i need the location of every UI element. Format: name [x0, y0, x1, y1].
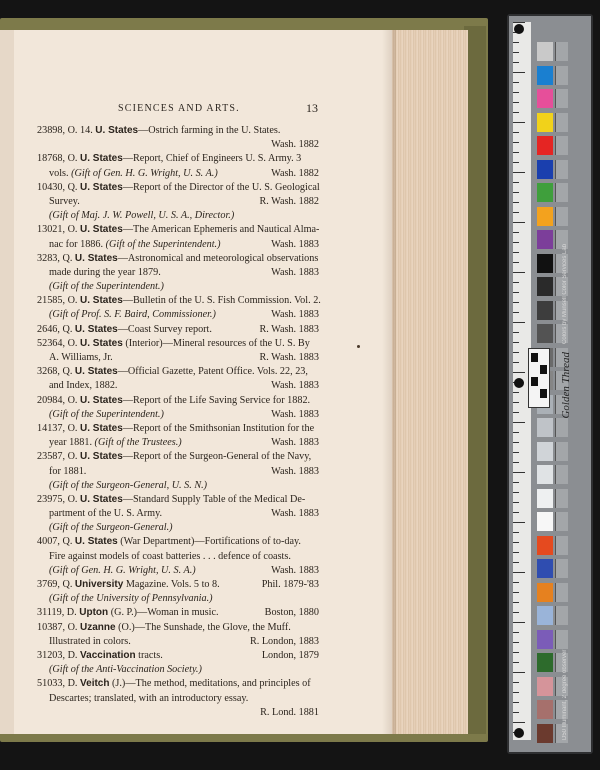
catalog-line: [37, 635, 319, 649]
ruler-tick: [513, 142, 519, 143]
catalog-line: [37, 535, 319, 549]
imprint: R. Wash. 1882: [259, 195, 319, 207]
ruler-tick: [513, 622, 525, 623]
color-patch: [537, 489, 553, 508]
ruler-tick: [513, 712, 519, 713]
entry-heading: U. States: [80, 337, 123, 349]
ruler-tick: [513, 82, 519, 83]
catalog-line: [37, 181, 319, 195]
entry-text: —Bulletin of the U. S. Fish Commission. Vol. 2.: [122, 295, 321, 307]
ruler-tick: [513, 22, 525, 23]
color-patch: [537, 207, 553, 226]
imprint: R. London, 1883: [249, 635, 319, 647]
entry-text: Descartes; translated, with an introductory essay.: [49, 692, 249, 704]
catalog-line: [37, 223, 319, 237]
catalog-line: [37, 578, 319, 592]
ruler-tick: [513, 472, 525, 473]
card-hole-bottom: [514, 728, 524, 738]
entry-text: —Standard Supply Table of the Medical De-: [122, 493, 306, 505]
imprint: Wash. 1883: [271, 508, 319, 520]
ruler-tick: [513, 202, 519, 203]
entry-heading: U. States: [74, 252, 118, 264]
entry-text: 14137, O.: [37, 422, 81, 434]
gift-note: (Gift of the Superintendent.): [49, 408, 164, 420]
entry-heading: Veitch: [80, 678, 110, 690]
entry-heading: U. States: [80, 295, 123, 307]
gift-note: (Gift of the Surgeon-General, U. S. N.): [49, 479, 208, 491]
entry-heading: U. States: [74, 536, 118, 548]
catalog-line: [37, 266, 319, 280]
imprint: Wash. 1883: [271, 266, 319, 278]
ruler-tick: [513, 102, 519, 103]
catalog-line: [37, 507, 319, 521]
ruler-tick: [513, 342, 519, 343]
entry-text: vols.: [49, 167, 72, 179]
catalog-line: [37, 394, 319, 408]
catalog-line: [37, 677, 319, 691]
imprint: Phil. 1879-'83: [261, 579, 319, 590]
catalog-line: [37, 479, 319, 493]
color-patch: [537, 465, 553, 484]
entry-text: and Index, 1882.: [49, 380, 118, 392]
entry-text: —Official Gazette, Patent Office. Vols. 22, 23,: [117, 366, 308, 378]
entry-heading: U. States: [74, 366, 118, 378]
ruler-tick: [513, 652, 519, 653]
ruler-tick: [513, 602, 519, 603]
entry-heading: U. States: [80, 153, 123, 165]
entry-text: Fire against models of coast batteries . . . defence of coasts.: [49, 550, 291, 562]
color-patch: [537, 42, 553, 61]
ruler-tick: [513, 192, 519, 193]
entry-text: —Astronomical and meteorological observations: [117, 252, 319, 264]
ruler-tick: [513, 412, 519, 413]
imprint: R. Wash. 1883: [259, 323, 319, 335]
ruler-tick: [513, 442, 519, 443]
entry-heading: U. States: [80, 394, 123, 406]
entry-heading: U. States: [74, 323, 118, 335]
entry-text: 10430, Q.: [37, 181, 81, 193]
running-head: SCIENCES AND ARTS.: [118, 103, 240, 114]
catalog-line: [37, 692, 319, 706]
ruler-tick: [513, 362, 519, 363]
color-patch: [537, 512, 553, 531]
entry-text: Wash. 1882: [271, 139, 319, 151]
ruler-tick: [513, 242, 519, 243]
entry-text: 51033, D.: [37, 678, 81, 690]
entry-text: —Report of the Smithsonian Institution for the: [122, 422, 315, 434]
imprint: R. Lond. 1881: [260, 706, 319, 718]
color-patch: [537, 160, 553, 179]
catalog-line: [37, 493, 319, 507]
catalog-line: [37, 308, 319, 322]
entry-heading: U. States: [80, 451, 123, 463]
ruler-tick: [513, 122, 525, 123]
entry-text: nac for 1886.: [49, 238, 106, 250]
catalog-line: [37, 167, 319, 181]
color-patch: [537, 583, 553, 602]
entry-text: —Report, Chief of Engineers U. S. Army. 3: [122, 153, 302, 165]
entry-text: —Coast Survey report.: [117, 323, 212, 335]
entry-heading: Uzanne: [80, 621, 116, 633]
ruler-tick: [513, 332, 519, 333]
catalog-line: [37, 564, 319, 578]
entry-text: (War Department)—Fortifications of to-day.: [117, 536, 301, 548]
ruler-tick: [513, 312, 519, 313]
ruler-tick: [513, 162, 519, 163]
ruler-tick: [513, 222, 525, 223]
ruler-tick: [513, 212, 519, 213]
entry-text: 23898, O. 14.: [37, 125, 96, 136]
entry-text: 3769, Q.: [37, 579, 75, 590]
catalog-line: [37, 337, 319, 351]
ruler-tick: [513, 372, 525, 373]
entry-text: 3268, Q.: [37, 366, 75, 378]
entry-text: 52364, O.: [37, 337, 81, 349]
ruler-tick: [513, 52, 519, 53]
ruler-tick: [513, 462, 519, 463]
catalog-line: [37, 351, 319, 365]
entry-text: Magazine. Vols. 5 to 8.: [123, 579, 220, 590]
ruler-tick: [513, 92, 519, 93]
entry-text: 23975, O.: [37, 493, 81, 505]
ruler-tick: [513, 432, 519, 433]
target-block: [540, 389, 547, 398]
entry-text: 31203, D.: [37, 649, 81, 661]
color-patch: [537, 277, 553, 296]
gift-note: (Gift of Prof. S. F. Baird, Commissioner.): [49, 309, 216, 321]
entry-text: partment of the U. S. Army.: [49, 508, 163, 520]
entry-text: 31119, D.: [37, 607, 80, 619]
ruler-tick: [513, 302, 519, 303]
target-block: [531, 353, 538, 362]
target-block: [540, 365, 547, 374]
gift-note: (Gift of Gen. H. G. Wright, U. S. A.): [71, 167, 218, 179]
catalog-line: [37, 465, 319, 479]
ruler-tick: [513, 532, 519, 533]
imprint: Wash. 1883: [271, 238, 319, 250]
entry-text: Illustrated in colors.: [49, 635, 131, 647]
gift-note: (Gift of Maj. J. W. Powell, U. S. A., Director.): [49, 210, 235, 222]
ruler-tick: [513, 232, 519, 233]
ruler-tick: [513, 672, 525, 673]
entry-text: (G. P.)—Woman in music.: [108, 607, 219, 619]
ruler-tick: [513, 582, 519, 583]
entry-text: (J.)—The method, meditations, and principles of: [109, 678, 311, 690]
entry-heading: U. States: [95, 125, 139, 136]
color-patch: [537, 230, 553, 249]
card-caption-top: Colors by Munsell Color Services Lab: [562, 243, 568, 344]
ruler-tick: [513, 402, 519, 403]
entry-text: 2646, Q.: [37, 323, 75, 335]
catalog-line: [37, 606, 319, 620]
entry-text: 4007, Q.: [37, 536, 75, 548]
ruler-tick: [513, 692, 519, 693]
ruler-tick: [513, 592, 519, 593]
imprint: Boston, 1880: [264, 607, 319, 619]
color-patch: [537, 724, 553, 743]
ruler-tick: [513, 562, 519, 563]
ruler-tick: [513, 292, 519, 293]
catalog-line: [37, 252, 319, 266]
entry-text: —Report of the Life Saving Service for 1882.: [122, 394, 311, 406]
page-edges: [384, 30, 468, 734]
entry-heading: U. States: [80, 181, 123, 193]
ruler-tick: [513, 702, 519, 703]
catalog-line: [37, 592, 319, 606]
color-patch: [537, 66, 553, 85]
catalog-entries: [37, 124, 319, 720]
catalog-line: [37, 209, 319, 223]
catalog-line: [37, 706, 319, 720]
ruler-tick: [513, 502, 519, 503]
catalog-line: [37, 124, 319, 138]
color-patch: [537, 606, 553, 625]
card-focus-target: [528, 348, 550, 408]
gift-note: (Gift of the Superintendent.): [49, 281, 164, 293]
entry-text: (Interior)—Mineral resources of the U. S. By: [122, 337, 310, 349]
gift-note: (Gift of the Trustees.): [94, 437, 182, 449]
entry-text: tracts.: [135, 649, 163, 661]
catalog-line: [37, 195, 319, 209]
ruler-tick: [513, 642, 519, 643]
catalog-line: [37, 663, 319, 677]
ruler-tick: [513, 682, 519, 683]
entry-text: 10387, O.: [37, 621, 81, 633]
ruler-tick: [513, 422, 525, 423]
color-patch: [537, 301, 553, 320]
entry-text: 3283, Q.: [37, 252, 75, 264]
color-patch: [537, 536, 553, 555]
imprint: Wash. 1883: [271, 437, 319, 449]
ruler-tick: [513, 322, 525, 323]
color-patch: [537, 653, 553, 672]
ruler-tick: [513, 42, 519, 43]
entry-text: Survey.: [49, 195, 80, 207]
entry-text: 23587, O.: [37, 451, 81, 463]
ruler-tick: [513, 482, 519, 483]
ruler-tick: [513, 62, 519, 63]
ruler-tick: [513, 262, 519, 263]
ruler-tick: [513, 662, 519, 663]
color-patch: [537, 630, 553, 649]
entry-text: —Report of the Surgeon-General of the Navy,: [122, 451, 312, 463]
entry-heading: Vaccination: [80, 649, 136, 661]
catalog-line: [37, 408, 319, 422]
catalog-line: [37, 323, 319, 337]
ruler-tick: [513, 112, 519, 113]
entry-heading: U. States: [80, 493, 123, 505]
page-gutter-shadow: [382, 30, 396, 734]
catalog-line: [37, 422, 319, 436]
catalog-line: [37, 621, 319, 635]
ruler-tick: [513, 352, 519, 353]
ruler-tick: [513, 452, 519, 453]
entry-heading: U. States: [80, 224, 123, 236]
paper-speck: [357, 345, 360, 348]
ruler-tick: [513, 512, 519, 513]
ruler-tick: [513, 492, 519, 493]
ruler-tick: [513, 132, 519, 133]
left-page-edge: [0, 30, 14, 734]
entry-text: made during the year 1879.: [49, 266, 161, 278]
entry-heading: U. States: [80, 422, 123, 434]
ruler-tick: [513, 612, 519, 613]
catalog-line: [37, 138, 319, 152]
entry-heading: Upton: [79, 607, 109, 619]
catalog-line: [37, 280, 319, 294]
ruler-tick: [513, 392, 519, 393]
ruler-tick: [513, 632, 519, 633]
gift-note: (Gift of the Surgeon-General.): [49, 522, 173, 534]
ruler-tick: [513, 282, 519, 283]
catalog-line: [37, 436, 319, 450]
entry-text: 18768, O.: [37, 153, 81, 165]
entry-text: 21585, O.: [37, 295, 81, 307]
ruler-tick: [513, 182, 519, 183]
catalog-line: [37, 365, 319, 379]
target-block: [531, 377, 538, 386]
page-number: 13: [306, 101, 318, 115]
color-patch: [537, 677, 553, 696]
entry-heading: University: [74, 579, 124, 590]
ruler-tick: [513, 722, 525, 723]
color-patch: [537, 89, 553, 108]
imprint: R. Wash. 1883: [259, 352, 319, 363]
color-patch: [537, 442, 553, 461]
entry-text: A. Williams, Jr.: [49, 352, 113, 363]
catalog-line: [37, 294, 319, 308]
color-patch: [537, 254, 553, 273]
ruler-tick: [513, 552, 519, 553]
gift-note: (Gift of the Superintendent.): [105, 238, 221, 250]
gift-note: (Gift of the University of Pennsylvania.): [49, 593, 213, 605]
ruler-tick: [513, 272, 525, 273]
catalog-line: [37, 550, 319, 564]
gift-note: (Gift of Gen. H. G. Wright, U. S. A.): [49, 564, 196, 576]
color-patch: [537, 113, 553, 132]
entry-text: 20984, O.: [37, 394, 81, 406]
catalog-line: [37, 649, 319, 663]
color-patch: [537, 418, 553, 437]
catalog-line: [37, 379, 319, 393]
color-patch: [537, 324, 553, 343]
card-hole-top: [514, 24, 524, 34]
ruler-tick: [513, 522, 525, 523]
imprint: London, 1879: [261, 649, 319, 661]
entry-text: —The American Ephemeris and Nautical Alma-: [122, 224, 320, 236]
imprint: Wash. 1883: [271, 380, 319, 392]
ruler-tick: [513, 152, 519, 153]
gift-note: (Gift of the Anti-Vaccination Society.): [49, 664, 202, 676]
ruler-tick: [513, 252, 519, 253]
ruler-tick: [513, 172, 525, 173]
imprint: Wash. 1883: [271, 564, 319, 576]
card-brand: Golden Thread: [560, 352, 572, 419]
catalog-line: [37, 152, 319, 166]
color-patch: [537, 183, 553, 202]
entry-text: for 1881.: [49, 465, 87, 477]
card-hole-middle: [514, 378, 524, 388]
imprint: Wash. 1883: [271, 309, 319, 321]
color-patch: [537, 700, 553, 719]
catalog-line: [37, 238, 319, 252]
ruler-tick: [513, 72, 525, 73]
catalog-line: [37, 521, 319, 535]
imprint: Wash. 1882: [271, 167, 319, 179]
card-caption-bottom: D50 Illuminant, 2 degree observer: [562, 649, 568, 740]
catalog-line: [37, 450, 319, 464]
imprint: Wash. 1883: [271, 465, 319, 477]
ruler-tick: [513, 572, 525, 573]
imprint: Wash. 1883: [271, 408, 319, 420]
page-header: [0, 103, 392, 117]
entry-text: —Ostrich farming in the U. States.: [138, 125, 281, 136]
color-patch: [537, 559, 553, 578]
entry-text: 13021, O.: [37, 224, 81, 236]
entry-text: —Report of the Director of the U. S. Geological: [122, 181, 320, 193]
ruler-tick: [513, 542, 519, 543]
color-patch: [537, 136, 553, 155]
entry-text: (O.)—The Sunshade, the Glove, the Muff.: [115, 621, 291, 633]
entry-text: year 1881.: [49, 437, 95, 449]
